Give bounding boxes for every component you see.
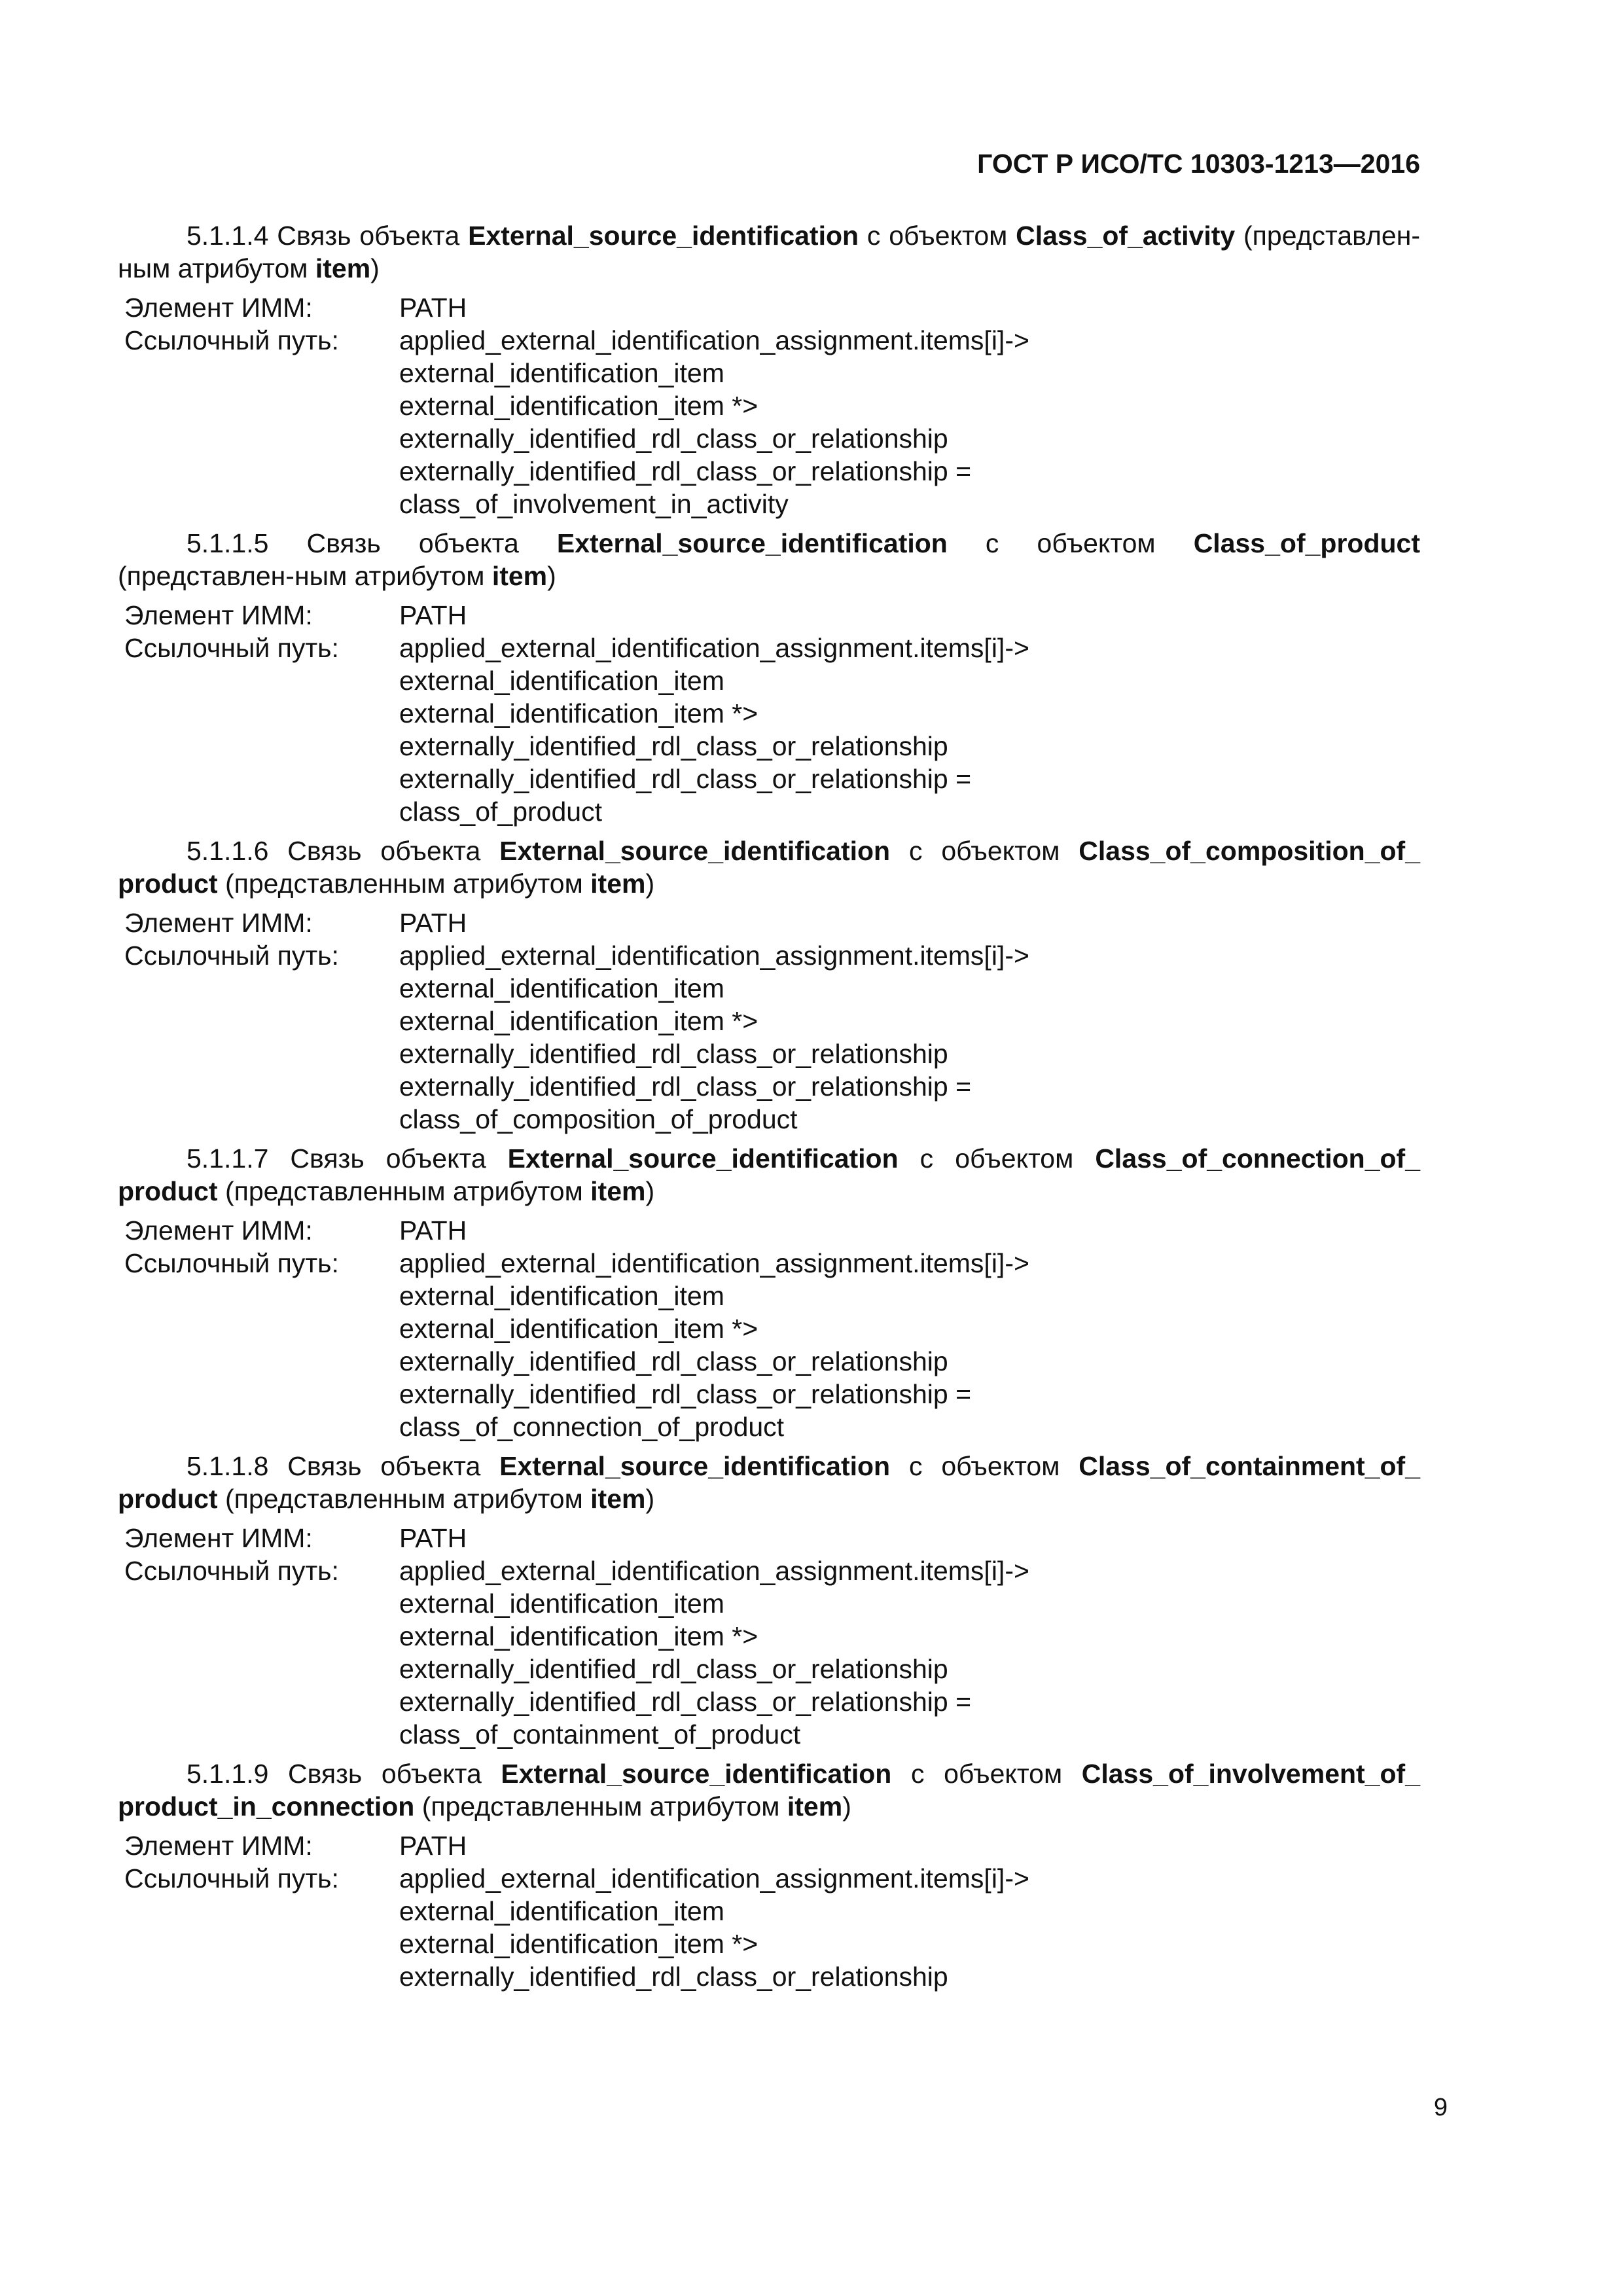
heading-text: Связь объекта	[268, 836, 500, 866]
heading-text: с объектом	[891, 1759, 1082, 1789]
target-entity-name: Class_of_connection_of_ product	[118, 1143, 1420, 1206]
heading-text: с объектом	[898, 1143, 1096, 1174]
source-entity-name: External_source_identification	[468, 221, 859, 251]
source-entity-name: External_source_identification	[501, 1759, 892, 1789]
section-number: 5.1.1.9	[187, 1759, 269, 1789]
heading-text: (представлен-ным атрибутом	[118, 221, 1420, 283]
reference-path-line: applied_external_identification_assignment.items[i]->	[399, 325, 1029, 355]
reference-path-line: applied_external_identification_assignment.items[i]->	[399, 1556, 1029, 1586]
reference-path-row	[118, 1247, 1420, 1443]
element-row	[118, 291, 1420, 324]
attribute-name: item	[590, 869, 646, 899]
element-label: Элемент ИММ:	[124, 1831, 313, 1861]
attribute-name: item	[315, 253, 371, 283]
reference-path-label: Ссылочный путь:	[124, 1863, 339, 1893]
mapping-section	[118, 1757, 1420, 1993]
reference-path-label: Ссылочный путь:	[124, 325, 339, 355]
reference-path-lines	[399, 939, 1420, 1136]
section-number: 5.1.1.7	[187, 1143, 269, 1174]
reference-path-row	[118, 632, 1420, 828]
heading-text: Связь объекта	[268, 1143, 508, 1174]
element-row	[118, 1522, 1420, 1554]
reference-path-line: applied_external_identification_assignment.items[i]->	[399, 1248, 1029, 1278]
target-entity-name: Class_of_involvement_of_ product_in_connection	[118, 1759, 1420, 1821]
reference-path-lines	[399, 1247, 1420, 1443]
element-row	[118, 1829, 1420, 1862]
mapping-section	[118, 834, 1420, 1136]
heading-text: Связь объекта	[268, 1759, 501, 1789]
reference-path-row	[118, 939, 1420, 1136]
element-value: PATH	[399, 1831, 467, 1861]
document-header: ГОСТ Р ИСО/ТС 10303-1213—2016	[977, 149, 1420, 179]
attribute-name: item	[787, 1791, 843, 1821]
reference-path-line: externally_identified_rdl_class_or_relationship =	[399, 1071, 972, 1102]
heading-text: )	[645, 869, 655, 899]
reference-path-label: Ссылочный путь:	[124, 1248, 339, 1278]
heading-text: Связь объекта	[268, 528, 557, 558]
reference-path-line: applied_external_identification_assignment.items[i]->	[399, 633, 1029, 663]
element-value: PATH	[399, 1523, 467, 1553]
reference-path-line: external_identification_item	[399, 666, 724, 696]
reference-path-line: external_identification_item *>	[399, 1621, 758, 1651]
reference-path-line: external_identification_item	[399, 1588, 724, 1619]
section-heading	[118, 1450, 1420, 1515]
reference-path-lines	[399, 324, 1420, 520]
reference-path-line: class_of_product	[399, 797, 602, 827]
source-entity-name: External_source_identification	[499, 1451, 891, 1481]
heading-text: с объектом	[890, 1451, 1079, 1481]
reference-path-line: external_identification_item *>	[399, 1929, 758, 1959]
reference-path-line: external_identification_item	[399, 1281, 724, 1311]
element-label: Элемент ИММ:	[124, 908, 313, 938]
reference-path-line: externally_identified_rdl_class_or_relationship =	[399, 1687, 972, 1717]
section-number: 5.1.1.5	[187, 528, 269, 558]
heading-text: )	[842, 1791, 851, 1821]
heading-text: )	[370, 253, 380, 283]
reference-path-line: class_of_connection_of_product	[399, 1412, 785, 1442]
target-entity-name: Class_of_containment_of_ product	[118, 1451, 1420, 1514]
section-number: 5.1.1.6	[187, 836, 269, 866]
heading-text: )	[547, 561, 556, 591]
section-heading	[118, 219, 1420, 285]
reference-path-line: external_identification_item *>	[399, 698, 758, 728]
reference-path-label: Ссылочный путь:	[124, 941, 339, 971]
reference-path-line: externally_identified_rdl_class_or_relationship	[399, 1346, 948, 1376]
reference-path-line: external_identification_item	[399, 1896, 724, 1926]
reference-path-line: external_identification_item *>	[399, 1006, 758, 1036]
element-label: Элемент ИММ:	[124, 1215, 313, 1246]
attribute-name: item	[491, 561, 548, 591]
reference-path-line: class_of_containment_of_product	[399, 1719, 801, 1749]
heading-text: (представленным атрибутом	[217, 869, 591, 899]
attribute-name: item	[590, 1176, 646, 1206]
reference-path-line: external_identification_item	[399, 358, 724, 388]
element-value: PATH	[399, 600, 467, 630]
heading-text: с объектом	[947, 528, 1194, 558]
target-entity-name: Class_of_activity	[1016, 221, 1236, 251]
section-number: 5.1.1.8	[187, 1451, 269, 1481]
reference-path-line: externally_identified_rdl_class_or_relationship	[399, 1039, 948, 1069]
reference-path-line: class_of_composition_of_product	[399, 1104, 798, 1134]
reference-path-line: class_of_involvement_in_activity	[399, 489, 789, 519]
reference-path-line: external_identification_item *>	[399, 1314, 758, 1344]
heading-text: (представленным атрибутом	[217, 1484, 591, 1514]
reference-path-line: externally_identified_rdl_class_or_relationship =	[399, 764, 972, 794]
document-body	[118, 219, 1420, 1993]
section-heading	[118, 834, 1420, 900]
heading-text: с объектом	[859, 221, 1016, 251]
reference-path-label: Ссылочный путь:	[124, 633, 339, 663]
element-label: Элемент ИММ:	[124, 293, 313, 323]
reference-path-line: externally_identified_rdl_class_or_relationship	[399, 1654, 948, 1684]
mapping-section	[118, 527, 1420, 828]
heading-text: Связь объекта	[268, 221, 469, 251]
element-row	[118, 906, 1420, 939]
reference-path-row	[118, 324, 1420, 520]
section-heading	[118, 527, 1420, 592]
section-number: 5.1.1.4	[187, 221, 269, 251]
mapping-section	[118, 1142, 1420, 1443]
reference-path-line: externally_identified_rdl_class_or_relationship =	[399, 456, 972, 486]
heading-text: с объектом	[890, 836, 1079, 866]
reference-path-label: Ссылочный путь:	[124, 1556, 339, 1586]
heading-text: )	[645, 1484, 655, 1514]
reference-path-row	[118, 1862, 1420, 1993]
element-value: PATH	[399, 293, 467, 323]
attribute-name: item	[590, 1484, 646, 1514]
mapping-section	[118, 219, 1420, 520]
reference-path-line: externally_identified_rdl_class_or_relationship	[399, 731, 948, 761]
source-entity-name: External_source_identification	[499, 836, 891, 866]
reference-path-line: external_identification_item	[399, 973, 724, 1003]
element-row	[118, 1214, 1420, 1247]
heading-text: (представленным атрибутом	[217, 1176, 591, 1206]
source-entity-name: External_source_identification	[507, 1143, 899, 1174]
reference-path-line: externally_identified_rdl_class_or_relationship	[399, 1962, 948, 1992]
heading-text: Связь объекта	[268, 1451, 500, 1481]
reference-path-line: applied_external_identification_assignment.items[i]->	[399, 1863, 1029, 1893]
heading-text: (представлен-ным атрибутом	[118, 561, 492, 591]
element-value: PATH	[399, 908, 467, 938]
reference-path-line: externally_identified_rdl_class_or_relationship	[399, 423, 948, 454]
element-label: Элемент ИММ:	[124, 600, 313, 630]
reference-path-line: applied_external_identification_assignment.items[i]->	[399, 941, 1029, 971]
source-entity-name: External_source_identification	[556, 528, 948, 558]
heading-text: )	[645, 1176, 655, 1206]
target-entity-name: Class_of_product	[1193, 528, 1420, 558]
page-number: 9	[1433, 2094, 1448, 2121]
element-value: PATH	[399, 1215, 467, 1246]
reference-path-line: externally_identified_rdl_class_or_relationship =	[399, 1379, 972, 1409]
reference-path-lines	[399, 1554, 1420, 1751]
element-row	[118, 599, 1420, 632]
section-heading	[118, 1757, 1420, 1823]
reference-path-lines	[399, 1862, 1420, 1993]
section-heading	[118, 1142, 1420, 1208]
mapping-section	[118, 1450, 1420, 1751]
element-label: Элемент ИММ:	[124, 1523, 313, 1553]
heading-text: (представленным атрибутом	[414, 1791, 787, 1821]
reference-path-lines	[399, 632, 1420, 828]
reference-path-line: external_identification_item *>	[399, 391, 758, 421]
target-entity-name: Class_of_composition_of_ product	[118, 836, 1420, 899]
reference-path-row	[118, 1554, 1420, 1751]
